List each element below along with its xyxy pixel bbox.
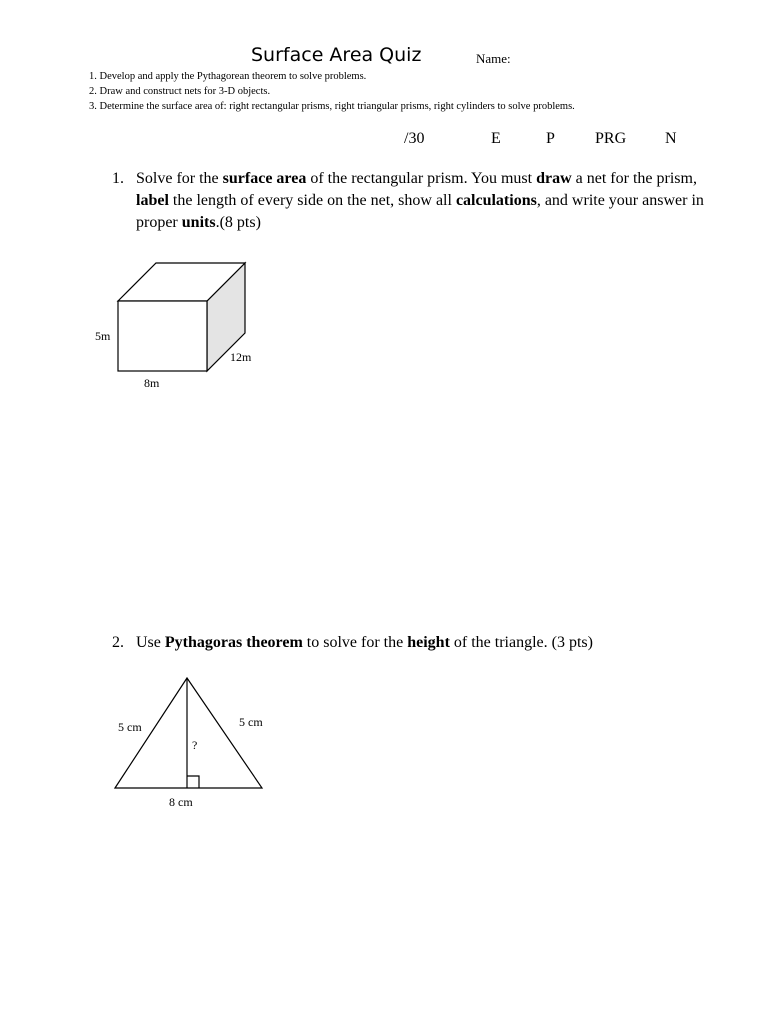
score-total: /30 [404,130,425,147]
triangle-left-side-label: 5 cm [118,720,142,734]
grade-level-p: P [546,130,555,147]
quiz-title: Surface Area Quiz [251,44,422,66]
triangle-base-label: 8 cm [169,795,193,809]
grade-level-n: N [665,130,677,147]
objective-3: 3. Determine the surface area of: right rectangular prisms, right triangular prisms, right cylinders to solve problems. [89,101,575,112]
question-2-text: Use Pythagoras theorem to solve for the height of the triangle. (3 pts) [136,634,593,651]
question-1-text: Solve for the surface area of the rectangular prism. You must draw a net for the prism, label the length of every side on the net, show all calculations, and write your answer in proper units.(8 pts) [136,170,704,231]
right-angle-marker [187,776,199,788]
triangle-height-label: ? [192,738,198,752]
rectangular-prism-figure [95,263,252,390]
objective-1: 1. Develop and apply the Pythagorean theorem to solve problems. [89,71,367,82]
prism-depth-label: 12m [230,350,252,364]
objective-2: 2. Draw and construct nets for 3-D objects. [89,86,271,97]
prism-front-face [118,301,207,371]
triangle-right-side-label: 5 cm [239,715,263,729]
prism-width-label: 8m [144,376,160,390]
question-2-number: 2. [112,634,124,651]
triangle-figure [115,678,263,809]
question-1-number: 1. [112,170,124,187]
grade-level-prg: PRG [595,130,627,147]
name-label: Name: [476,51,511,66]
grade-level-e: E [491,130,501,147]
prism-height-label: 5m [95,329,111,343]
